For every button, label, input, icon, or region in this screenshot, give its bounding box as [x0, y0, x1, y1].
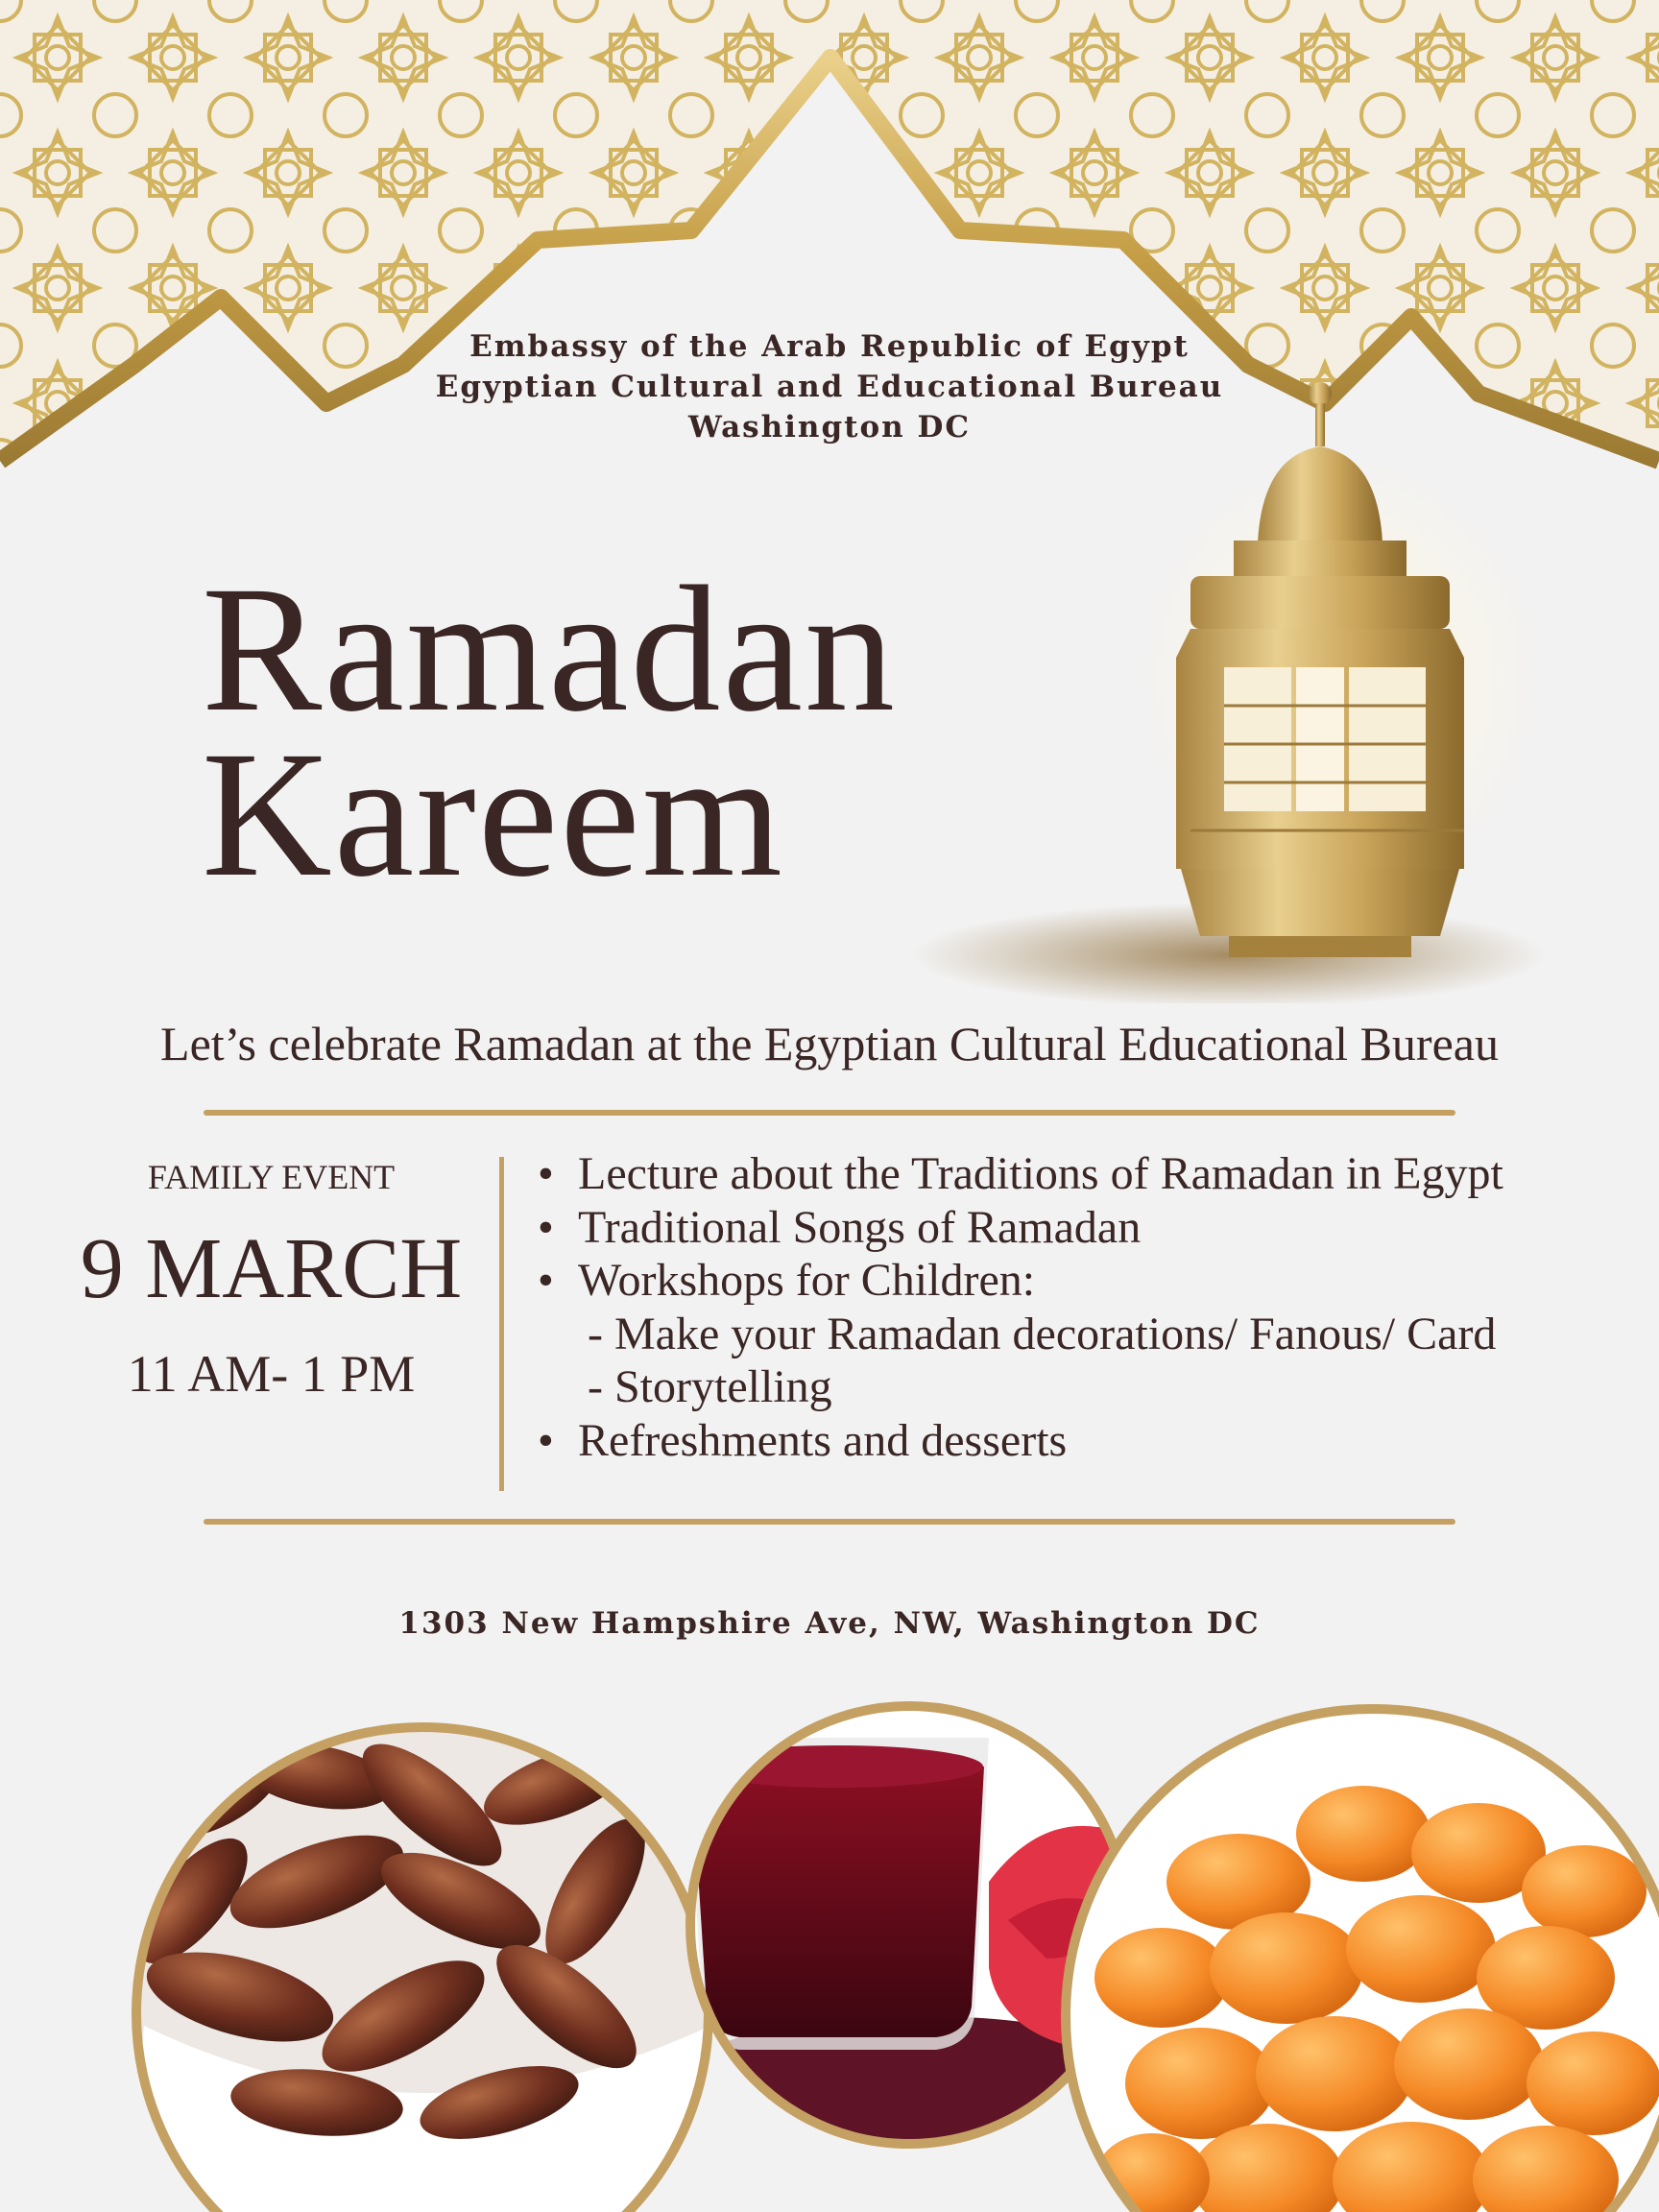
event-subtitle: Let’s celebrate Ramadan at the Egyptian Cultural Educational Bureau — [160, 1017, 1499, 1070]
header-line-bureau: Egyptian Cultural and Educational Bureau — [435, 370, 1224, 404]
header-line-embassy: Embassy of the Arab Republic of Egypt — [469, 329, 1190, 364]
divider-top — [204, 1110, 1455, 1116]
event-type-label: FAMILY EVENT — [147, 1158, 396, 1196]
bullet-icon: • — [538, 1201, 554, 1253]
venue-address: 1303 New Hampshire Ave, NW, Washington DC — [398, 1606, 1261, 1641]
divider-vertical — [499, 1157, 504, 1491]
bullet-icon: • — [538, 1148, 554, 1199]
ramadan-lantern-image — [902, 379, 1575, 1003]
bullet-icon: • — [538, 1255, 554, 1306]
program-list — [538, 1147, 1503, 1467]
program-subitem: - Make your Ramadan decorations/ Fanous/ Card — [588, 1308, 1497, 1359]
bullet-icon: • — [538, 1414, 554, 1466]
program-item: • Lecture about the Traditions of Ramadan in Egypt — [538, 1148, 1503, 1199]
title-line-kareem: Kareem — [202, 713, 784, 914]
title-line-ramadan: Ramadan — [202, 548, 897, 749]
program-item: • Refreshments and desserts — [538, 1414, 1068, 1466]
program-subitem: - Storytelling — [588, 1361, 832, 1412]
event-time: 11 AM- 1 PM — [127, 1345, 416, 1403]
dates-photo — [118, 1719, 730, 2212]
event-date: 9 MARCH — [80, 1221, 463, 1316]
program-item: • Workshops for Children: — [538, 1255, 1036, 1306]
header-line-city: Washington DC — [687, 410, 972, 445]
food-photo-strip — [0, 1661, 1659, 2212]
page-title — [202, 548, 897, 914]
divider-bottom — [204, 1519, 1455, 1525]
program-item: • Traditional Songs of Ramadan — [538, 1201, 1142, 1253]
